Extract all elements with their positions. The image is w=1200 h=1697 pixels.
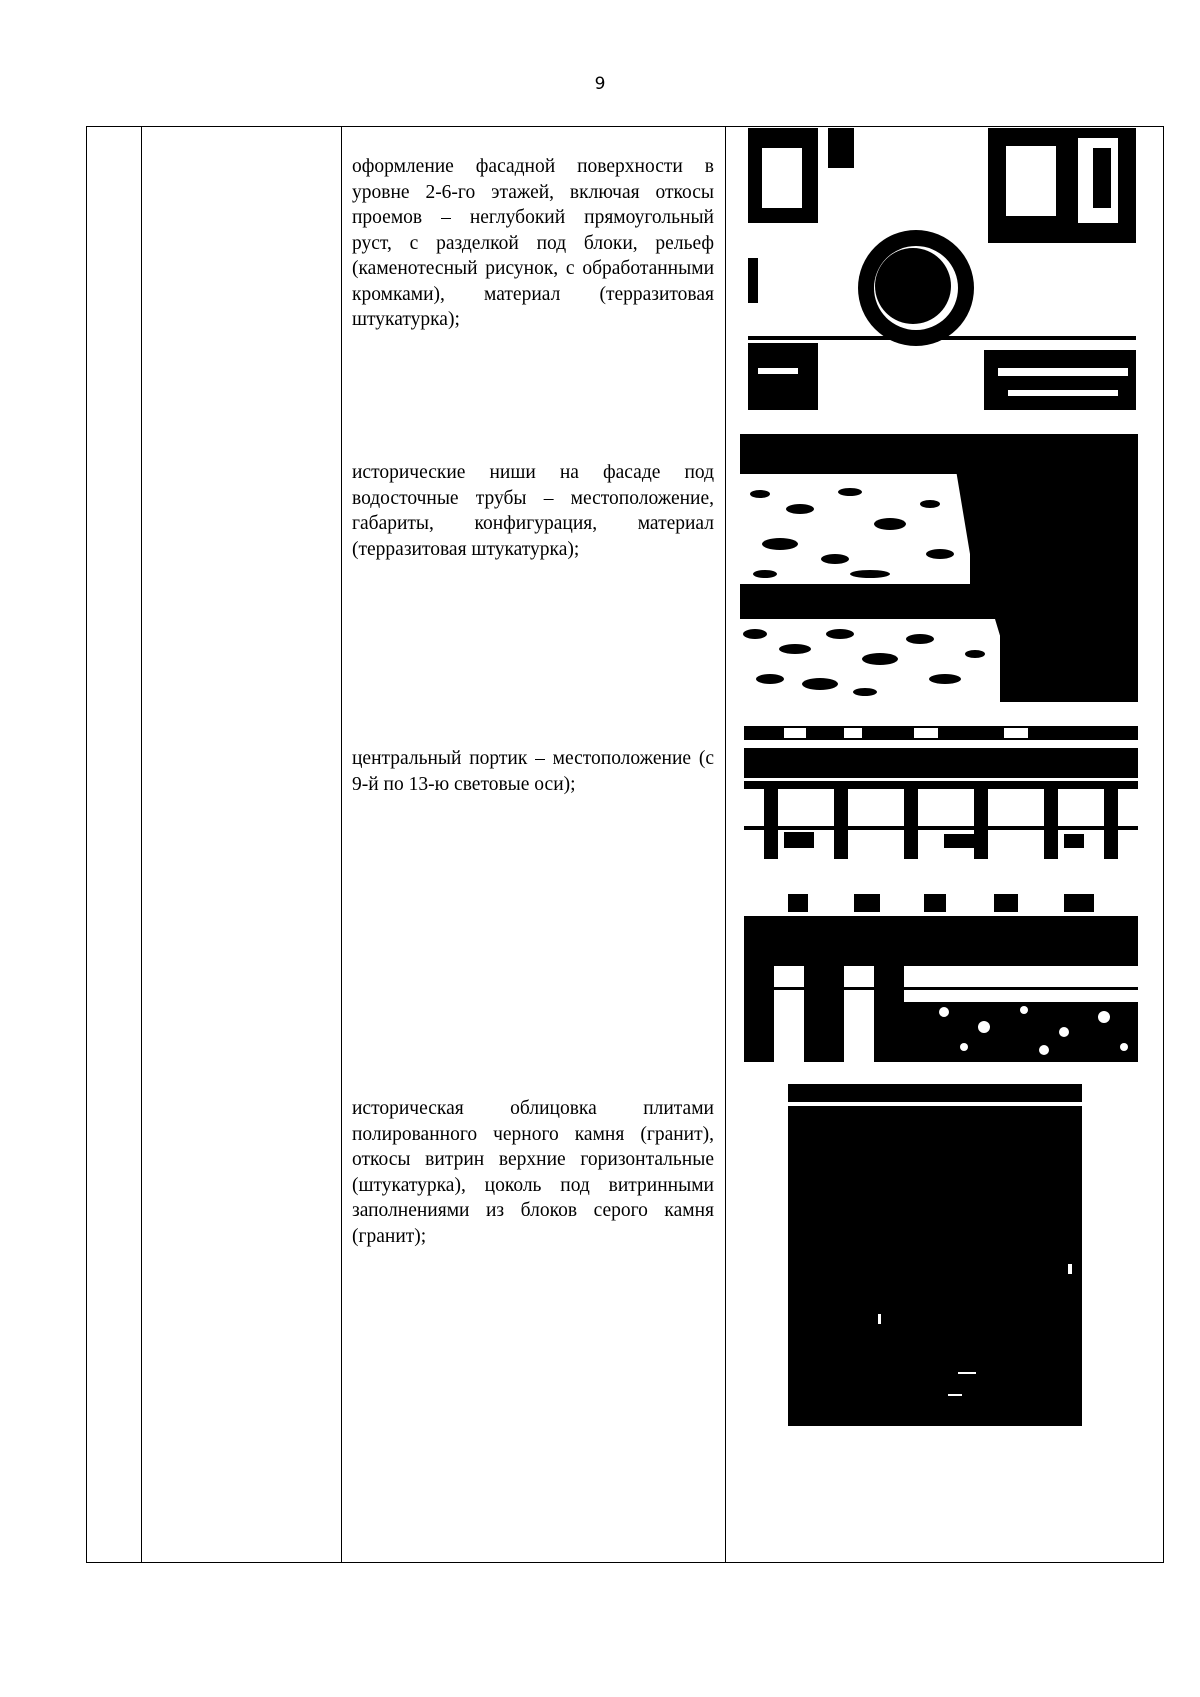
central-portico-lower-image xyxy=(744,892,1138,1062)
facade-window-medallion-image xyxy=(748,128,1136,410)
column-divider xyxy=(341,127,342,1562)
item-description: центральный портик – местоположение (с 9-й по 13-ю световые оси); xyxy=(352,748,714,795)
granite-photo xyxy=(788,1084,1082,1426)
column-divider xyxy=(725,127,726,1562)
drainpipe-niche-image xyxy=(740,434,1138,702)
portico-photo-upper xyxy=(744,726,1138,870)
item-description: историческая облицовка плитами полированного черного камня (гранит), откосы витрин верхние горизонтальные (штукатурка), цоколь под витринными заполнениями из блоков серого камня (гранит); xyxy=(352,1098,714,1247)
facade-photo xyxy=(748,128,1136,410)
central-portico-image xyxy=(744,726,1138,870)
column-divider xyxy=(141,127,142,1562)
page-number: 9 xyxy=(594,74,606,94)
niche-photo xyxy=(740,434,1138,702)
item-description: исторические ниши на фасаде под водосточные трубы – местоположение, габариты, конфигурация, материал (терразитовая штукатурка); xyxy=(352,462,714,560)
portico-photo-lower xyxy=(744,892,1138,1062)
item-description: оформление фасадной поверхности в уровне 2-6-го этажей, включая откосы проемов – неглубокий прямоугольный руст, с разделкой под блоки, рельеф (каменотесный рисунок, с обработанными кромками), материал (терразитовая штукатурка); xyxy=(352,156,714,330)
black-granite-cladding-image xyxy=(788,1084,1082,1426)
